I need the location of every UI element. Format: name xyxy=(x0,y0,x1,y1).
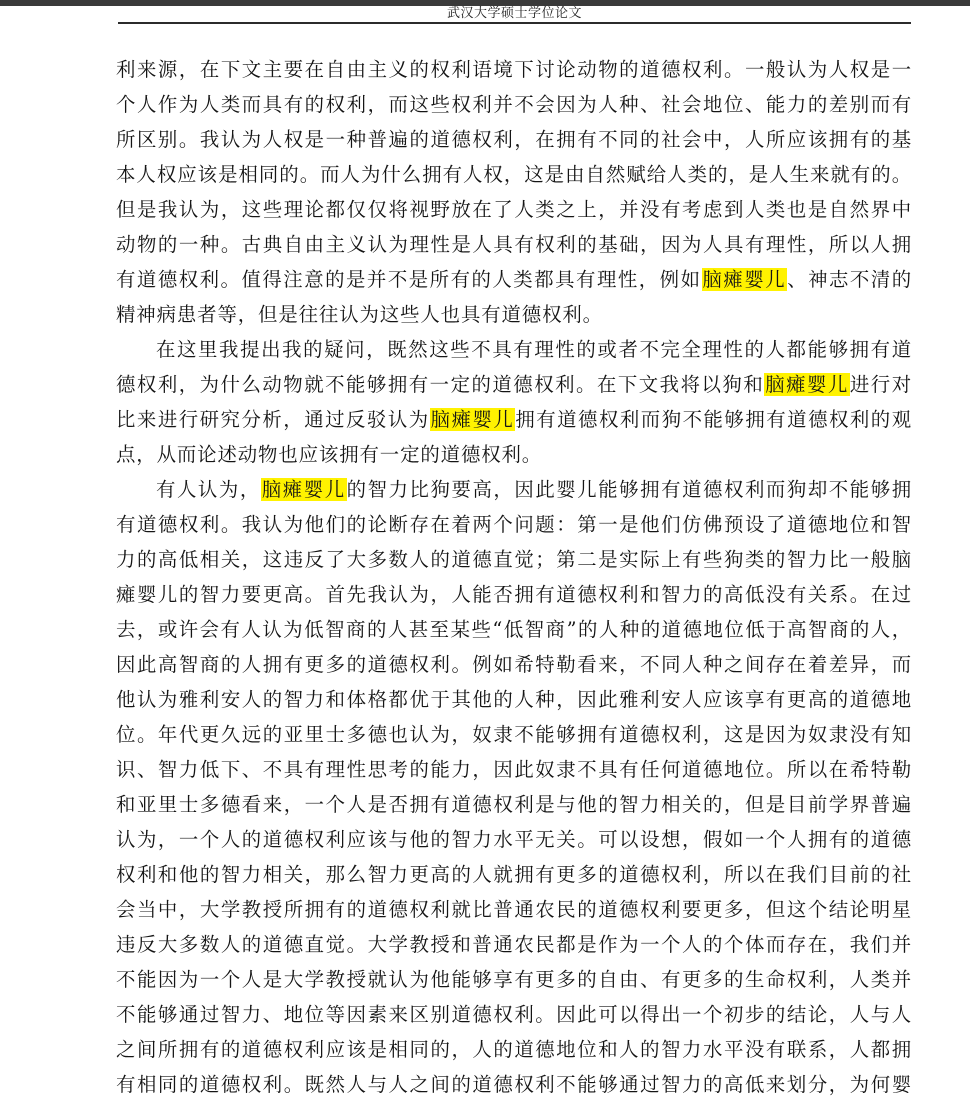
paragraph-first-line xyxy=(116,332,912,367)
text-segment: 他认为雅利安人的智力和体格都优于其他的人种，因此雅利安人应该享有更高的道德地 xyxy=(116,688,912,711)
text-line xyxy=(116,507,912,542)
highlighted-term: 脑瘫婴儿 xyxy=(702,268,787,291)
text-segment: 有道德权利。值得注意的是并不是所有的人类都具有理性，例如 xyxy=(116,268,702,291)
text-line xyxy=(116,962,912,997)
highlighted-term: 脑瘫婴儿 xyxy=(765,373,849,396)
text-segment: 点，从而论述动物也应该拥有一定的道德权利。 xyxy=(116,443,543,466)
text-segment: 本人权应该是相同的。而人为什么拥有人权，这是由自然赋给人类的，是人生来就有的。 xyxy=(116,163,912,186)
header-title: 武汉大学硕士学位论文 xyxy=(446,6,582,21)
text-segment: 动物的一种。古典自由主义认为理性是人具有权利的基础，因为人具有理性，所以人拥 xyxy=(116,233,912,256)
text-line xyxy=(116,192,912,227)
text-line xyxy=(116,822,912,857)
text-segment: 利来源，在下文主要在自由主义的权利语境下讨论动物的道德权利。一般认为人权是一 xyxy=(116,58,912,81)
text-segment: 力的高低相关，这违反了大多数人的道德直觉；第二是实际上有些狗类的智力比一般脑 xyxy=(116,548,912,571)
text-line xyxy=(116,52,912,87)
text-segment: 有道德权利。我认为他们的论断存在着两个问题：第一是他们仿佛预设了道德地位和智 xyxy=(116,513,912,536)
text-segment: 比来进行研究分析，通过反驳认为 xyxy=(116,408,430,431)
text-line xyxy=(116,927,912,962)
text-segment: 、神志不清的 xyxy=(787,268,912,291)
text-line xyxy=(116,122,912,157)
text-line xyxy=(116,647,912,682)
text-segment: 进行对 xyxy=(849,373,913,396)
text-segment: 但是我认为，这些理论都仅仅将视野放在了人类之上，并没有考虑到人类也是自然界中 xyxy=(116,198,912,221)
text-line xyxy=(116,577,912,612)
highlighted-term: 脑瘫婴儿 xyxy=(261,478,346,501)
paragraph-first-line xyxy=(116,472,912,507)
text-segment: 瘫婴儿的智力要更高。首先我认为，人能否拥有道德权利和智力的高低没有关系。在过 xyxy=(116,583,912,606)
text-line xyxy=(116,997,912,1032)
text-line xyxy=(116,612,912,647)
text-segment: 之间所拥有的道德权利应该是相同的，人的道德地位和人的智力水平没有联系，人都拥 xyxy=(116,1038,912,1061)
text-line xyxy=(116,1067,912,1102)
text-segment: 有人认为， xyxy=(156,478,261,501)
text-line xyxy=(116,542,912,577)
text-line xyxy=(116,437,912,472)
text-line xyxy=(116,892,912,927)
text-segment: 识、智力低下、不具有理性思考的能力，因此奴隶不具有任何道德地位。所以在希特勒 xyxy=(116,758,912,781)
text-line xyxy=(116,787,912,822)
text-segment: 拥有道德权利而狗不能够拥有道德权利的观 xyxy=(515,408,913,431)
text-segment: 不能够通过智力、地位等因素来区别道德权利。因此可以得出一个初步的结论，人与人 xyxy=(116,1003,912,1026)
text-segment: 违反大多数人的道德直觉。大学教授和普通农民都是作为一个人的个体而存在，我们并 xyxy=(116,933,912,956)
text-line xyxy=(116,87,912,122)
text-line xyxy=(116,752,912,787)
text-segment: 不能因为一个人是大学教授就认为他能够享有更多的自由、有更多的生命权利，人类并 xyxy=(116,968,912,991)
text-segment: 所区别。我认为人权是一种普遍的道德权利，在拥有不同的社会中，人所应该拥有的基 xyxy=(116,128,912,151)
text-segment: 因此高智商的人拥有更多的道德权利。例如希特勒看来，不同人种之间存在着差异，而 xyxy=(116,653,912,676)
text-line xyxy=(116,857,912,892)
text-line xyxy=(116,1032,912,1067)
text-segment: 和亚里士多德看来，一个人是否拥有道德权利是与他的智力相关的，但是目前学界普遍 xyxy=(116,793,912,816)
text-line xyxy=(116,157,912,192)
document-body xyxy=(116,52,912,1102)
text-segment: 的智力比狗要高，因此婴儿能够拥有道德权利而狗却不能够拥 xyxy=(346,478,912,501)
text-segment: 个人作为人类而具有的权利，而这些权利并不会因为人种、社会地位、能力的差别而有 xyxy=(116,93,912,116)
page-header xyxy=(118,0,911,24)
text-segment: 权利和他的智力相关，那么智力更高的人就拥有更多的道德权利，所以在我们目前的社 xyxy=(116,863,912,886)
text-segment: 德权利，为什么动物就不能够拥有一定的道德权利。在下文我将以狗和 xyxy=(116,373,765,396)
text-segment: 会当中，大学教授所拥有的道德权利就比普通农民的道德权利要更多，但这个结论明星 xyxy=(116,898,912,921)
highlighted-term: 脑瘫婴儿 xyxy=(430,408,515,431)
text-line xyxy=(116,402,912,437)
text-line xyxy=(116,297,912,332)
text-segment: 有相同的道德权利。既然人与人之间的道德权利不能够通过智力的高低来划分，为何婴 xyxy=(116,1073,912,1096)
text-segment: 位。年代更久远的亚里士多德也认为，奴隶不能够拥有道德权利，这是因为奴隶没有知 xyxy=(116,723,912,746)
text-segment: 认为，一个人的道德权利应该与他的智力水平无关。可以设想，假如一个人拥有的道德 xyxy=(116,828,912,851)
text-segment: 在这里我提出我的疑问，既然这些不具有理性的或者不完全理性的人都能够拥有道 xyxy=(156,338,912,361)
text-segment: 去，或许会有人认为低智商的人甚至某些“低智商”的人种的道德地位低于高智商的人， xyxy=(116,618,912,641)
text-line xyxy=(116,717,912,752)
text-line xyxy=(116,682,912,717)
text-line xyxy=(116,227,912,262)
text-line xyxy=(116,262,912,297)
text-line xyxy=(116,367,912,402)
text-segment: 精神病患者等，但是往往认为这些人也具有道德权利。 xyxy=(116,303,603,326)
